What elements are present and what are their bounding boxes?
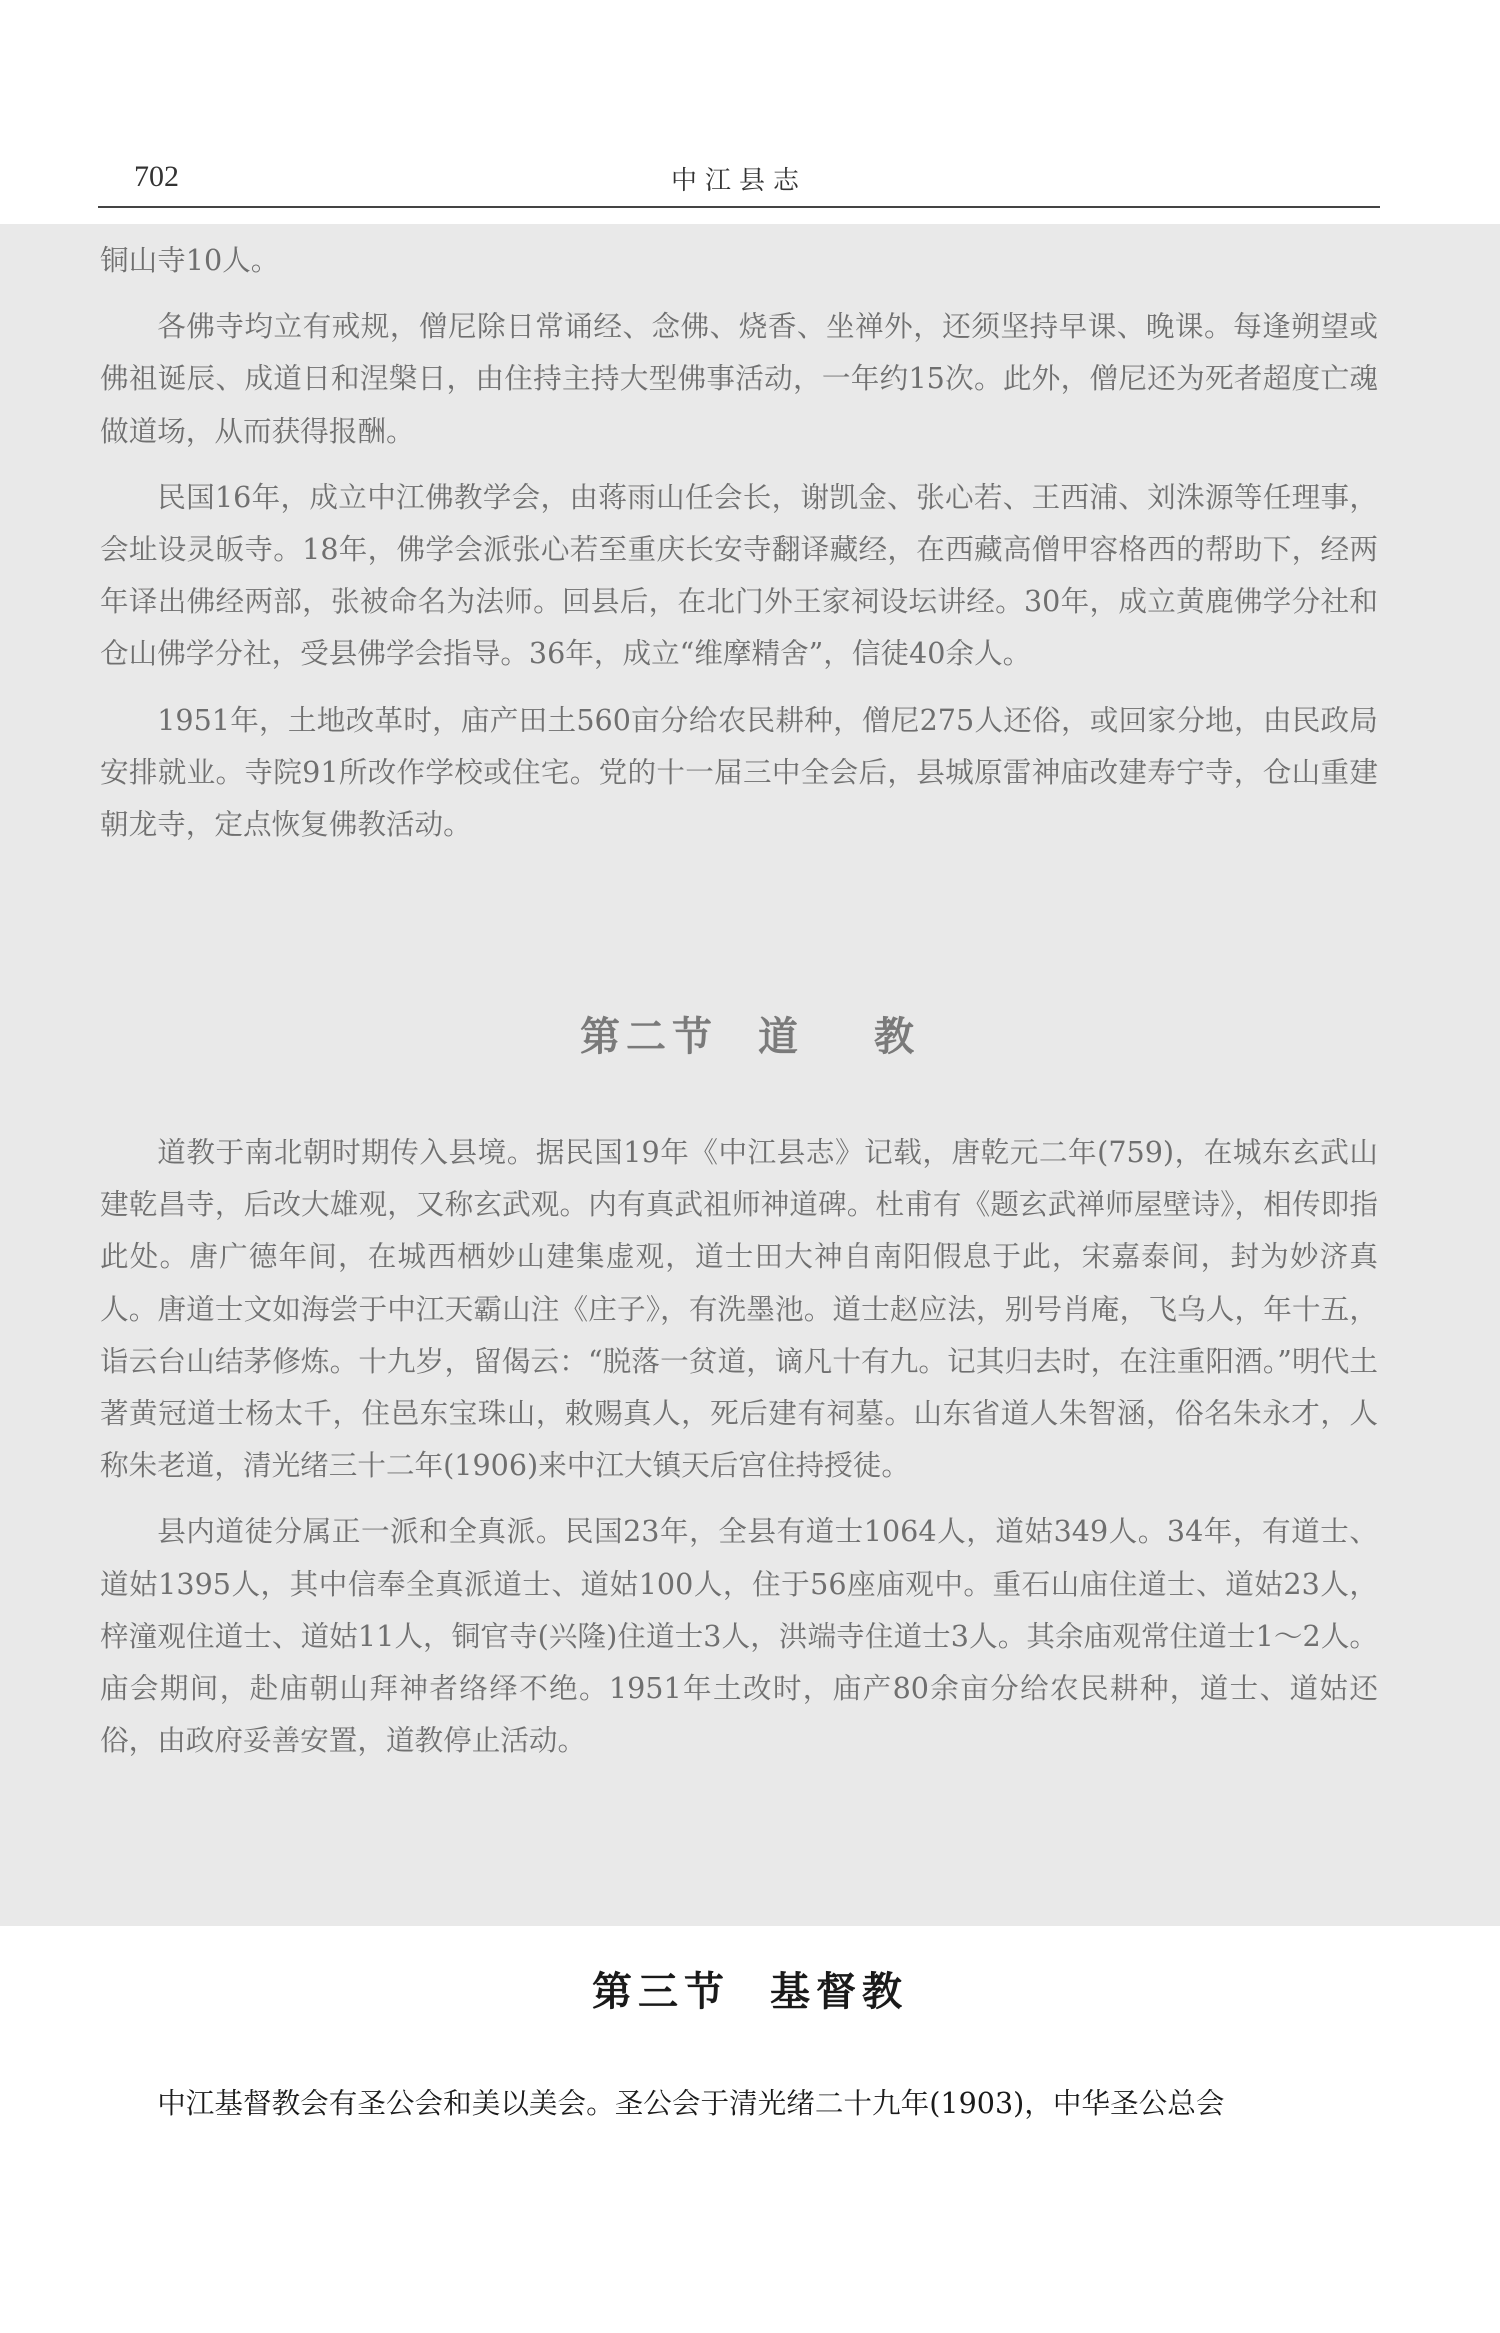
section-title-part: 教 bbox=[874, 1013, 920, 1060]
page-header bbox=[98, 150, 1380, 210]
section-label: 第三节 bbox=[592, 1968, 730, 2015]
section-title-part: 道 bbox=[758, 1013, 804, 1060]
shaded-text-lower bbox=[100, 1126, 1378, 1780]
section-heading-taoism bbox=[0, 1005, 1500, 1062]
paragraph: 1951年，土地改革时，庙产田土560亩分给农民耕种，僧尼275人还俗，或回家分地，由民政局安排就业。寺院91所改作学校或住宅。党的十一届三中全会后，县城原雷神庙改建寿宁寺，仓山重建朝龙寺，定点恢复佛教活动。 bbox=[100, 702, 1378, 842]
paragraph: 中江基督教会有圣公会和美以美会。圣公会于清光绪二十九年(1903)，中华圣公总会 bbox=[157, 2086, 1225, 2120]
running-title: 中江县志 bbox=[670, 166, 807, 196]
section-label: 第二节 bbox=[580, 1013, 718, 1060]
shaded-text-upper bbox=[100, 234, 1378, 864]
paragraph: 各佛寺均立有戒规，僧尼除日常诵经、念佛、烧香、坐禅外，还须坚持早课、晚课。每逢朔望或佛祖诞辰、成道日和涅槃日，由住持主持大型佛事活动，一年约15次。此外，僧尼还为死者超度亡魂做道场，从而获得报酬。 bbox=[100, 309, 1378, 448]
christianity-intro bbox=[100, 2077, 1378, 2143]
section-title-text: 基督教 bbox=[770, 1968, 908, 2015]
header-rule bbox=[98, 206, 1380, 208]
paragraph: 民国16年，成立中江佛教学会，由蒋雨山任会长，谢凯金、张心若、王西浦、刘洙源等任理事，会址设灵皈寺。18年，佛学会派张心若至重庆长安寺翻译藏经，在西藏高僧甲容格西的帮助下，经两年译出佛经两部，张被命名为法师。回县后，在北门外王家祠设坛讲经。30年，成立黄鹿佛学分社和仓山佛学分社，受县佛学会指导。36年，成立“维摩精舍”，信徒40余人。 bbox=[100, 479, 1378, 671]
paragraph: 铜山寺10人。 bbox=[100, 243, 280, 277]
section-heading-christianity bbox=[0, 1960, 1500, 2017]
paragraph: 县内道徒分属正一派和全真派。民国23年，全县有道士1064人，道姑349人。34年，有道士、道姑1395人，其中信奉全真派道士、道姑100人，住于56座庙观中。重石山庙住道士、道姑23人，梓潼观住道士、道姑11人，铜官寺(兴隆)住道士3人，洪端寺住道士3人。其余庙观常住道士1～2人。庙会期间，赴庙朝山拜神者络绎不绝。1951年土改时，庙产80余亩分给农民耕种，道士、道姑还俗，由政府妥善安置，道教停止活动。 bbox=[100, 1514, 1378, 1758]
paragraph: 道教于南北朝时期传入县境。据民国19年《中江县志》记载，唐乾元二年(759)，在城东玄武山建乾昌寺，后改大雄观，又称玄武观。内有真武祖师神道碑。杜甫有《题玄武禅师屋壁诗》，相传即指此处。唐广德年间，在城西栖妙山建集虚观，道士田大神自南阳假息于此，宋嘉泰间，封为妙济真人。唐道士文如海尝于中江天霸山注《庄子》，有洗墨池。道士赵应法，别号肖庵，飞乌人，年十五，诣云台山结茅修炼。十九岁，留偈云：“脱落一贫道，谪凡十有九。记其归去时，在注重阳酒。”明代土著黄冠道士杨太千，住邑东宝珠山，敕赐真人，死后建有祠墓。山东省道人朱智涵，俗名朱永才，人称朱老道，清光绪三十二年(1906)来中江大镇天后宫住持授徒。 bbox=[100, 1135, 1378, 1483]
page-number: 702 bbox=[134, 160, 179, 193]
